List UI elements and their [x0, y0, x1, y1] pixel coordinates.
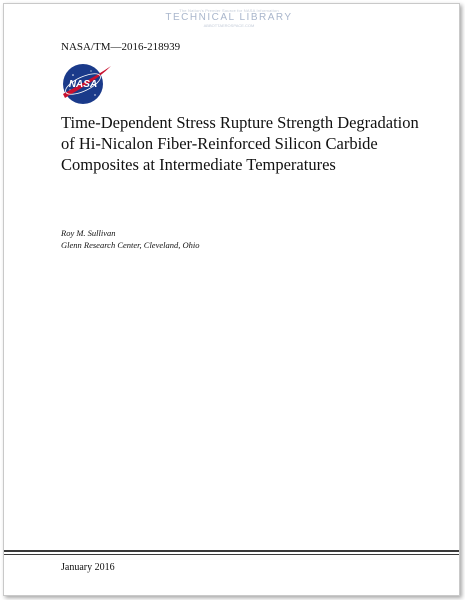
technical-library-watermark [154, 8, 304, 28]
document-page [3, 3, 460, 596]
watermark-title: TECHNICAL LIBRARY [165, 12, 293, 23]
publication-date: January 2016 [61, 562, 115, 573]
title-line: Composites at Intermediate Temperatures [61, 155, 336, 174]
nasa-logo-text: NASA [68, 79, 98, 90]
author-affiliation: Glenn Research Center, Cleveland, Ohio [61, 240, 200, 250]
nasa-logo-icon [61, 62, 113, 106]
report-number: NASA/TM—2016-218939 [61, 41, 181, 53]
footer-divider [4, 550, 459, 552]
author-block [61, 227, 200, 251]
title-line: of Hi-Nicalon Fiber-Reinforced Silicon Carbide [61, 134, 378, 153]
footer-divider-thin [4, 554, 459, 555]
document-title [61, 112, 451, 175]
watermark-url: ABBOTTAEROSPACE.COM [203, 23, 255, 28]
title-line: Time-Dependent Stress Rupture Strength Degradation [61, 113, 419, 132]
author-name: Roy M. Sullivan [61, 228, 116, 238]
watermark-tagline: The Nation's Premier Source for NASA Information [179, 8, 279, 13]
